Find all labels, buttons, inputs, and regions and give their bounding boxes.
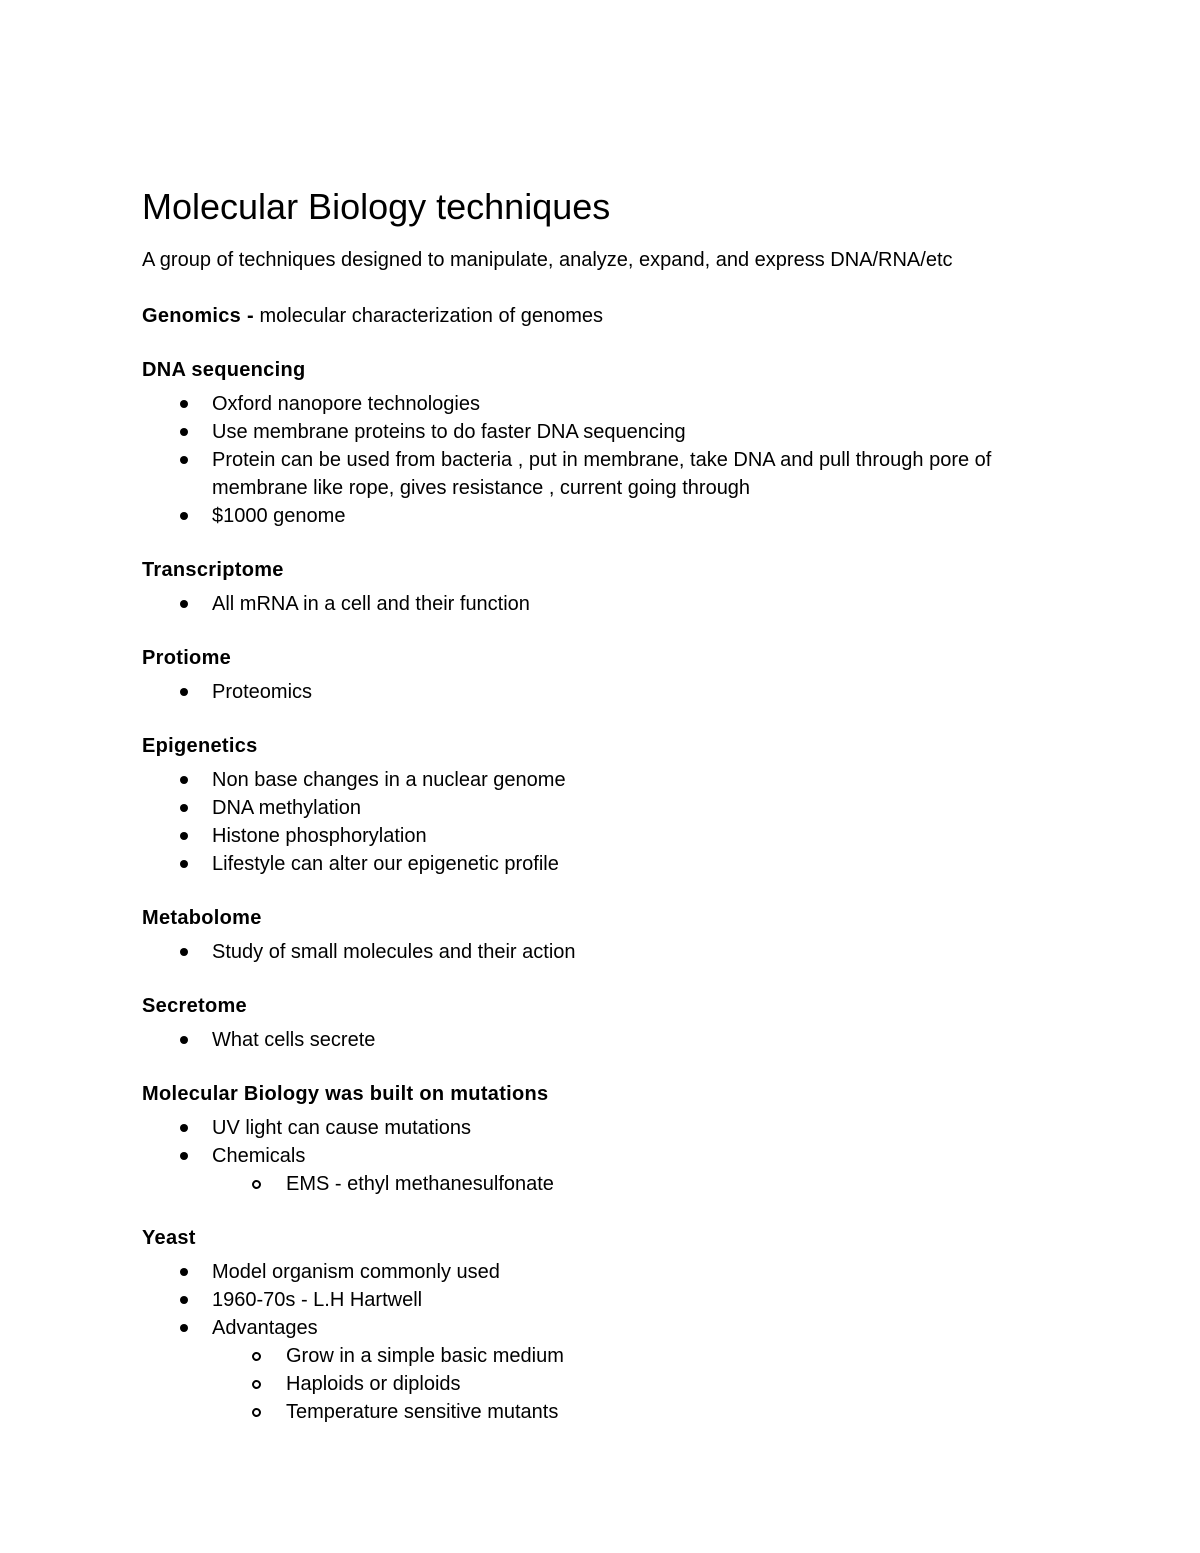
section-heading: Metabolome (142, 907, 262, 929)
bullet-text: Advantages (212, 1317, 318, 1339)
genomics-definition-line (142, 302, 1088, 330)
bullet-text: 1960-70s - L.H Hartwell (212, 1289, 423, 1311)
section (142, 1080, 1088, 1198)
bullet-item (142, 766, 1088, 794)
section-heading: Epigenetics (142, 735, 258, 757)
genomics-term: Genomics - (142, 305, 254, 327)
sub-bullet-item (212, 1170, 1088, 1198)
bullet-icon (180, 1152, 188, 1160)
bullet-item (142, 850, 1088, 878)
bullet-text: Chemicals (212, 1145, 306, 1167)
bullet-text: Temperature sensitive mutants (286, 1401, 559, 1423)
page-title: Molecular Biology techniques (142, 186, 611, 227)
bullet-item (142, 502, 1088, 530)
section (142, 904, 1088, 966)
section (142, 644, 1088, 706)
bullet-text: All mRNA in a cell and their function (212, 593, 530, 615)
section (142, 556, 1088, 618)
bullet-icon (180, 1036, 188, 1044)
bullet-icon (180, 832, 188, 840)
bullet-icon (180, 1324, 188, 1332)
bullet-text: Model organism commonly used (212, 1261, 500, 1283)
bullet-item (142, 822, 1088, 850)
bullet-item (142, 938, 1088, 966)
bullet-icon (180, 1124, 188, 1132)
bullet-text: Non base changes in a nuclear genome (212, 769, 566, 791)
section-heading: DNA sequencing (142, 359, 306, 381)
bullet-text: $1000 genome (212, 505, 346, 527)
bullet-list (142, 766, 1088, 878)
section (142, 1224, 1088, 1426)
bullet-icon (180, 776, 188, 784)
circle-bullet-icon (252, 1352, 261, 1361)
bullet-text: Haploids or diploids (286, 1373, 461, 1395)
bullet-text: Study of small molecules and their action (212, 941, 576, 963)
bullet-item (142, 678, 1088, 706)
circle-bullet-icon (252, 1408, 261, 1417)
bullet-icon (180, 400, 188, 408)
bullet-list (142, 1114, 1088, 1198)
bullet-item (142, 390, 1088, 418)
bullet-text: DNA methylation (212, 797, 361, 819)
circle-bullet-icon (252, 1180, 261, 1189)
bullet-text: Protein can be used from bacteria , put in membrane, take DNA and pull through pore of membrane like rope, gives resistance , current going through (212, 449, 992, 499)
bullet-list (142, 390, 1088, 530)
bullet-icon (180, 804, 188, 812)
section-heading: Secretome (142, 995, 247, 1017)
bullet-icon (180, 512, 188, 520)
bullet-list (142, 590, 1088, 618)
bullet-item (142, 794, 1088, 822)
bullet-icon (180, 428, 188, 436)
bullet-text: Histone phosphorylation (212, 825, 427, 847)
bullet-item (142, 1026, 1088, 1054)
bullet-item (142, 590, 1088, 618)
bullet-icon (180, 688, 188, 696)
bullet-item (142, 418, 1088, 446)
bullet-item (142, 446, 1088, 502)
sub-bullet-list (212, 1170, 1088, 1198)
bullet-icon (180, 948, 188, 956)
bullet-text: Grow in a simple basic medium (286, 1345, 564, 1367)
bullet-icon (180, 456, 188, 464)
circle-bullet-icon (252, 1380, 261, 1389)
bullet-text: What cells secrete (212, 1029, 376, 1051)
bullet-icon (180, 1296, 188, 1304)
section-heading: Transcriptome (142, 559, 284, 581)
bullet-list (142, 1258, 1088, 1426)
bullet-icon (180, 860, 188, 868)
bullet-text: Oxford nanopore technologies (212, 393, 480, 415)
bullet-text: Proteomics (212, 681, 313, 703)
bullet-text: UV light can cause mutations (212, 1117, 472, 1139)
document-subtitle: A group of techniques designed to manipulate, analyze, expand, and express DNA/RNA/etc (142, 249, 953, 271)
genomics-definition-text: molecular characterization of genomes (259, 305, 603, 327)
section (142, 992, 1088, 1054)
sub-bullet-item (212, 1370, 1088, 1398)
bullet-list (142, 938, 1088, 966)
sub-bullet-item (212, 1398, 1088, 1426)
bullet-item (142, 1258, 1088, 1286)
bullet-item (142, 1314, 1088, 1426)
bullet-item (142, 1142, 1088, 1198)
bullet-list (142, 1026, 1088, 1054)
bullet-item (142, 1286, 1088, 1314)
section (142, 356, 1088, 530)
sub-bullet-item (212, 1342, 1088, 1370)
sub-bullet-list (212, 1342, 1088, 1426)
bullet-text: Lifestyle can alter our epigenetic profile (212, 853, 559, 875)
bullet-icon (180, 1268, 188, 1276)
bullet-list (142, 678, 1088, 706)
bullet-icon (180, 600, 188, 608)
section (142, 732, 1088, 878)
section-heading: Molecular Biology was built on mutations (142, 1083, 549, 1105)
section-heading: Yeast (142, 1227, 196, 1249)
bullet-text: EMS - ethyl methanesulfonate (286, 1173, 554, 1195)
section-heading: Protiome (142, 647, 232, 669)
bullet-item (142, 1114, 1088, 1142)
sections-container (142, 356, 1088, 1426)
bullet-text: Use membrane proteins to do faster DNA sequencing (212, 421, 686, 443)
